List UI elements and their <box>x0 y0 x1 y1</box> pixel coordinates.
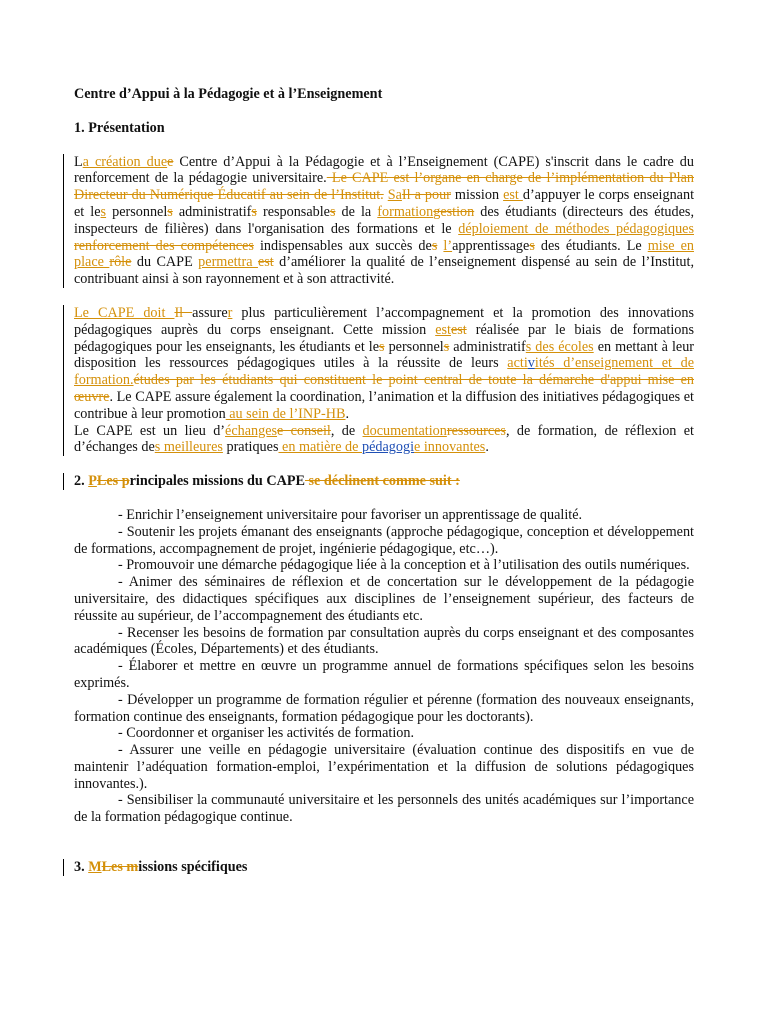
text-run: . <box>485 439 489 456</box>
text-run: plus particulièrement l’accompagnement et la promotion des innovations pédagogiques auprès du corps enseignant. Cette mission <box>74 304 694 338</box>
mission-item: - Recenser les besoins de formation par consultation auprès du corps enseignant et des composantes académiques (Écoles, Départements) et des étudiants. <box>74 624 694 658</box>
deleted-text: s <box>167 203 173 220</box>
mission-item: - Coordonner et organiser les activités de formation. <box>118 725 415 742</box>
deleted-text: Il <box>174 304 193 321</box>
text-run: L <box>74 153 83 170</box>
text-run: apprentissage <box>452 237 530 254</box>
inserted-text: déploiement de méthodes pédagogiques <box>458 220 694 237</box>
inserted-text: s des écoles <box>525 338 594 355</box>
mission-item: - Sensibiliser la communauté universitaire et les personnels des unités académiques sur l’importance de la formation pédagogique continue. <box>74 792 694 826</box>
presentation-paragraph-1 <box>74 154 694 288</box>
text-run: , de formation, de réflexion et d’échanges de <box>74 422 694 456</box>
inserted-text: r <box>227 304 233 321</box>
deleted-text: e conseil <box>277 422 331 439</box>
text-run: personnel <box>384 338 444 355</box>
text-run: des étudiants (directeurs des études, inspecteurs de filières) dans l'organisation des formations et le <box>74 203 694 237</box>
deleted-text: gestion <box>433 203 475 220</box>
document-page <box>74 84 694 876</box>
inserted-text: permettra <box>198 254 258 271</box>
text-run: Centre d’Appui à la Pédagogie et à l’Enseignement (CAPE) s'inscrit dans le cadre du renforcement de la pédagogie universitaire. <box>74 153 694 187</box>
inserted-text: P <box>88 473 97 490</box>
text-run: des étudiants. Le <box>534 237 648 254</box>
text-run: de la <box>335 203 378 220</box>
mission-item: - Soutenir les projets émanant des enseignants (approche pédagogique, conception et développement de formations, accompagnement de projet, ingénierie pédagogique, etc…). <box>74 523 694 557</box>
text-run: administratif <box>172 203 252 220</box>
mission-item: - Élaborer et mettre en œuvre un programme annuel de formations spécifiques selon les besoins exprimés. <box>74 658 694 691</box>
text-run: issions spécifiques <box>138 859 248 876</box>
mission-item: - Animer des séminaires de réflexion et de concertation sur le développement de la pédagogie universitaire, des didactiques spécifiques aux disciplines de l’enseignement supérieur, des facteurs de réussite au supérieur, de l’accompagnement des étudiants etc. <box>74 574 694 624</box>
section-heading-presentation: 1. Présentation <box>74 119 165 136</box>
presentation-paragraph-2 <box>74 305 694 423</box>
inserted-text: documentation <box>362 422 447 439</box>
deleted-text: Il a pour <box>401 187 451 204</box>
deleted-text: s <box>251 203 257 220</box>
text-run: réalisée par le biais de formations pédagogiques pour les enseignants, les étudiants et le <box>74 321 695 355</box>
inserted-text: échanges <box>225 422 278 439</box>
text-run: d’améliorer la qualité de l’enseignement dispensé au sein de l’Institut, contribuant ainsi à son rayonnement et à son attractivité. <box>74 254 694 288</box>
inserted-text: Le CAPE doit <box>74 304 175 321</box>
section-heading-specific-missions <box>74 859 694 876</box>
text-run: administratif <box>449 338 526 355</box>
inserted-text: M <box>88 859 102 876</box>
inserted-text: acti <box>507 355 528 372</box>
deleted-text: ressources <box>446 422 506 439</box>
deleted-text: Le CAPE est l’organe en charge de l’implémentation du Plan Directeur du Numérique Éducatif au sein de l’Institut. <box>74 170 694 204</box>
mission-item: - Promouvoir une démarche pédagogique liée à la conception et à l’utilisation des outils numériques. <box>118 557 690 574</box>
deleted-text: se déclinent comme suit : <box>304 473 460 490</box>
mission-item: - Développer un programme de formation régulier et pérenne (formation des nouveaux enseignants, formation continue des enseignants, formation pédagogique pour les doctorants). <box>74 691 694 725</box>
document-title: Centre d’Appui à la Pédagogie et à l’Enseignement <box>74 86 383 102</box>
deleted-text: Les m <box>101 859 139 876</box>
inserted-text: en matière de <box>278 439 362 456</box>
text-run: responsable <box>256 203 330 220</box>
inserted-text: l’ <box>443 237 453 254</box>
deleted-text: s <box>329 203 336 220</box>
text-run: Le CAPE est un lieu d’ <box>74 422 226 439</box>
inserted-text: mise en place <box>74 237 694 271</box>
text-run: mission <box>450 187 504 204</box>
text-run: du CAPE <box>131 254 199 271</box>
inserted-text: s meilleures <box>154 439 223 456</box>
deleted-text: s <box>443 338 450 355</box>
text-run: . Le CAPE assure également la coordination, l’animation et la diffusion des initiatives pédagogiques et contribue à leur promotion <box>74 388 694 422</box>
text-run: pratiques <box>222 439 279 456</box>
text-run: assure <box>192 304 228 321</box>
inserted-text: ités d’enseignement et de formation. <box>74 355 694 389</box>
text-run: d’appuyer le corps enseignant et le <box>74 187 695 220</box>
text-run: 2. <box>74 473 89 490</box>
inserted-text: e innovantes <box>414 439 486 456</box>
inserted-text: pédagogi <box>362 439 415 456</box>
text-run: . <box>345 405 350 422</box>
deleted-text: études par les étudiants qui constituent le point central de toute la démarche d'appui mise en œuvre <box>74 372 694 405</box>
inserted-text: a création due <box>82 153 168 170</box>
inserted-text: est <box>503 187 523 204</box>
text-run: personnel <box>106 203 168 220</box>
inserted-text: Sa <box>387 187 402 204</box>
missions-list <box>74 507 694 826</box>
deleted-text: rôle <box>109 254 132 271</box>
deleted-text: e <box>167 153 174 170</box>
inserted-text: au sein de l’INP-HB <box>225 405 346 422</box>
deleted-text: est <box>450 321 467 338</box>
inserted-text: s <box>100 203 107 220</box>
deleted-text: s <box>529 237 535 254</box>
mission-item: - Enrichir l’enseignement universitaire pour favoriser un apprentissage de qualité. <box>118 506 583 523</box>
text-run: 3. <box>74 859 89 876</box>
text-run: indispensables aux succès de <box>253 237 432 254</box>
text-run: , de <box>330 422 363 439</box>
inserted-text: est <box>435 321 451 338</box>
inserted-text: v <box>527 355 535 372</box>
presentation-paragraph-3 <box>74 423 694 457</box>
section-heading-missions <box>74 473 694 490</box>
deleted-text: renforcement des compétences <box>74 237 254 254</box>
mission-item: - Assurer une veille en pédagogie universitaire (évaluation continue des dispositifs en vue de maintenir l’adéquation formation-emploi, l’expérimentation et la diffusion de solutions pédagogiques innovantes.). <box>74 742 694 792</box>
text-run: rincipales missions du CAPE <box>129 473 305 490</box>
text-run: en mettant à leur disposition les ressources pédagogiques utiles à la réussite de leurs <box>74 338 695 372</box>
deleted-text: s <box>379 338 385 355</box>
deleted-text: Les p <box>96 473 130 490</box>
inserted-text: formation <box>377 203 434 220</box>
deleted-text: est <box>257 254 274 271</box>
deleted-text: s <box>431 237 438 254</box>
